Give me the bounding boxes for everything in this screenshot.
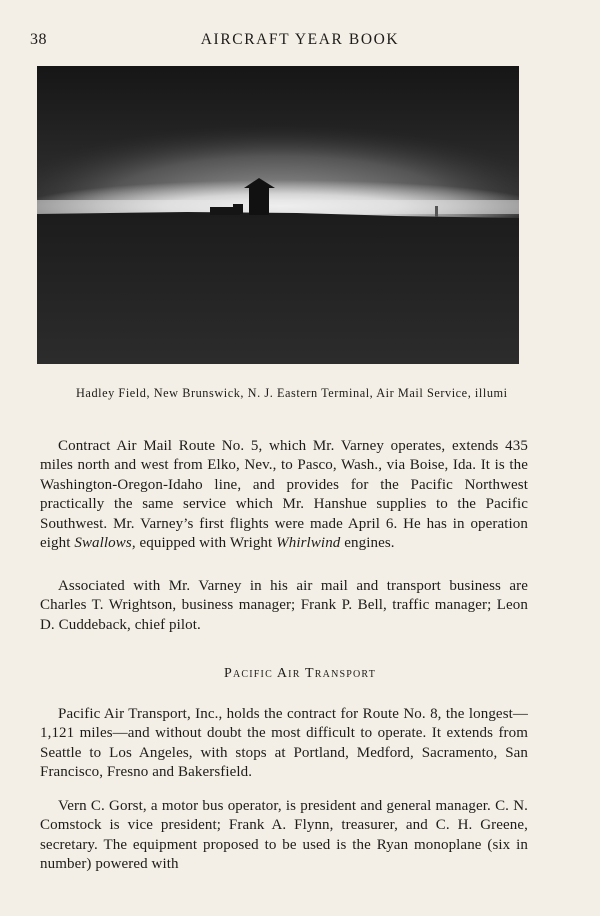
paragraph-route-5: Contract Air Mail Route No. 5, which Mr. Varney operates, extends 435 miles north and west from Elko, Nev., to Pasco, Wash., via Boise, Ida. It is the Washington-Oregon-Idaho line, and provides for the Pacific Northwest practically the same service which Mr. Hanshue supplies to the Pacific Southwest. Mr. Varney’s first flights were made April 6. He has in operation eight Swallows, equipped with Wright Whirlwind engines. (40, 438, 528, 552)
running-title: AIRCRAFT YEAR BOOK (200, 31, 400, 48)
section-heading: Pacific Air Transport (223, 666, 377, 681)
paragraph-route-8: Pacific Air Transport, Inc., holds the contract for Route No. 8, the longest—1,121 miles—and without doubt the most difficult to operate. It extends from Seattle to Los Angeles, with stops at Portland, Medford, Sacramento, San Francisco, Fresno and Bakersfield. (40, 706, 528, 781)
night-airfield-photo (37, 66, 519, 364)
paragraph-officers: Vern C. Gorst, a motor bus operator, is president and general manager. C. N. Comstock is vice president; Frank A. Flynn, treasurer, and C. H. Greene, secretary. The equipment proposed to be used is the Ryan monoplane (six in number) powered with (40, 798, 528, 873)
page-number: 38 (30, 31, 47, 48)
paragraph-varney-associates: Associated with Mr. Varney in his air mail and transport business are Charles T. Wrightson, business manager; Frank P. Bell, traffic manager; Leon D. Cuddeback, chief pilot. (40, 578, 528, 633)
figure-caption: Hadley Field, New Brunswick, N. J. Eastern Terminal, Air Mail Service, illumi (76, 386, 508, 400)
